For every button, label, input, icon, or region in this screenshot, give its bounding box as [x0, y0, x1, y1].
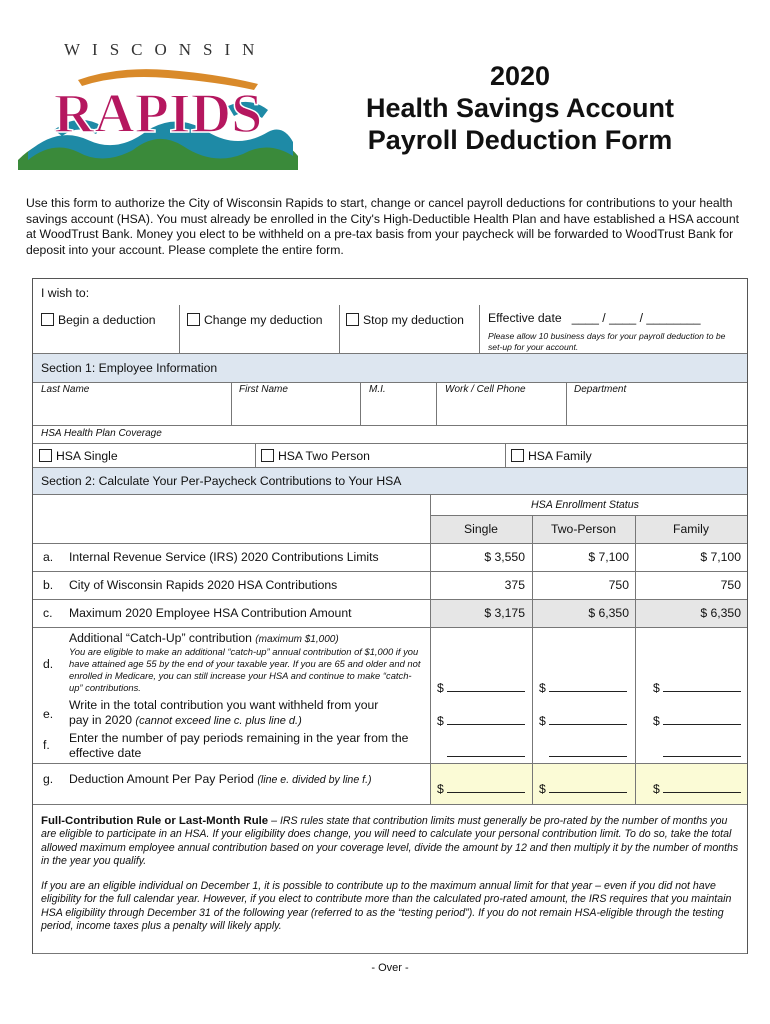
row-d-family-field[interactable]: $ — [653, 680, 741, 695]
col-single: Single — [464, 522, 498, 536]
change-deduction-label: Change my deduction — [204, 313, 323, 327]
full-contribution-rule-para2: If you are an eligible individual on December 1, it is possible to contribute up to the maximum annual limit for that year – even if you did not have eligibility for the full calendar year. However, if you elect to contribute more than the calculated pro-rated amount, the IRS requires that you maintain HSA eligibility through December 31 of the following year (referred to as the “testing period”). If you do not remain HSA-eligible through the testing period, income taxes plus a penalty will likely apply. — [41, 880, 732, 933]
coverage-single-checkbox[interactable] — [39, 449, 52, 462]
row-c-family: $ 6,350 — [700, 606, 741, 620]
logo-wisconsin-text: WISCONSIN — [64, 40, 267, 59]
coverage-family-checkbox[interactable] — [511, 449, 524, 462]
first-name-label: First Name — [239, 384, 288, 395]
last-name-input[interactable] — [35, 397, 229, 423]
row-a-label: Internal Revenue Service (IRS) 2020 Contributions Limits — [69, 550, 379, 564]
wish-label: I wish to: — [41, 286, 90, 300]
row-g-letter: g. — [43, 772, 54, 786]
form-year: 2020 — [489, 61, 551, 91]
stop-deduction-option[interactable] — [346, 313, 464, 327]
form-frame — [32, 278, 748, 974]
row-f-single-field[interactable] — [447, 745, 525, 760]
row-b-single: 375 — [504, 578, 525, 592]
effective-date-field[interactable] — [488, 311, 701, 325]
enrollment-status-label: HSA Enrollment Status — [531, 499, 639, 511]
effective-date-note: Please allow 10 business days for your payroll deduction to be set-up for your account. — [488, 331, 726, 352]
coverage-two-person-label: HSA Two Person — [278, 449, 370, 463]
row-d-title — [69, 631, 339, 645]
row-g-single-field[interactable]: $ — [437, 781, 525, 796]
row-c-label: Maximum 2020 Employee HSA Contribution Amount — [69, 606, 352, 620]
row-d-two-person-field[interactable]: $ — [539, 680, 627, 695]
col-family: Family — [673, 522, 709, 536]
begin-deduction-option[interactable] — [41, 313, 156, 327]
first-name-input[interactable] — [233, 397, 358, 423]
row-g-family-field[interactable]: $ — [653, 781, 741, 796]
row-f-label-line1: Enter the number of pay periods remaining in the year from the — [69, 731, 409, 745]
form-title-line2: Payroll Deduction Form — [367, 125, 673, 155]
row-b-label: City of Wisconsin Rapids 2020 HSA Contributions — [69, 578, 338, 592]
department-label: Department — [574, 384, 627, 395]
page-footer: - Over - — [371, 962, 409, 974]
mi-label: M.I. — [369, 384, 386, 395]
row-e-two-person-field[interactable]: $ — [539, 713, 627, 728]
section2-title: Section 2: Calculate Your Per-Paycheck Contributions to Your HSA — [41, 474, 402, 488]
department-input[interactable] — [568, 397, 745, 423]
coverage-label: HSA Health Plan Coverage — [41, 428, 162, 439]
row-b-letter: b. — [43, 578, 54, 592]
row-b-two-person: 750 — [608, 578, 629, 592]
row-g-title — [69, 772, 372, 786]
row-g-label: Deduction Amount Per Pay Period — [69, 772, 254, 786]
stop-deduction-label: Stop my deduction — [363, 313, 464, 327]
row-a-two-person: $ 7,100 — [588, 550, 629, 564]
row-d-detail: You are eligible to make an additional “catch-up” annual contribution of $1,000 if you have attained age 55 by the end of your taxable year. If you are 65 and older and not enrolled in Medicare, you can still increase your HSA and continue to make “catch-up” contributions. — [69, 646, 421, 693]
intro-paragraph: Use this form to authorize the City of Wisconsin Rapids to start, change or cancel payroll deductions for contributions to your health savings account (HSA). You must already be enrolled in the City's High-Deductible Health Plan and have established a HSA account at WoodTrust Bank. Money you elect to be withheld on a pre-tax basis from your paycheck will be forwarded to WoodTrust Bank for deposit into your account. Please complete the entire form. — [26, 196, 739, 257]
col-two-person: Two-Person — [550, 522, 617, 536]
row-f-two-person-field[interactable] — [549, 745, 627, 760]
rule-heading: Full-Contribution Rule or Last-Month Rule — [41, 815, 269, 827]
coverage-family-label: HSA Family — [528, 449, 592, 463]
last-name-label: Last Name — [41, 384, 90, 395]
city-logo — [18, 40, 298, 168]
begin-deduction-checkbox[interactable] — [41, 313, 54, 326]
rule-para1-text: IRS rules state that contribution limits must generally be pro-rated by the number of months you are eligible to participate in an HSA. If your eligibility does change, you will need to calculate your personal contribution limit. To do so, take the total allowed maximum employee annual contribution based on your coverage level, divide the amount by 12 and then multiply it by the number of months in the year you qualify. — [41, 815, 739, 868]
coverage-single-option[interactable] — [39, 449, 118, 463]
row-d-single-field[interactable]: $ — [437, 680, 525, 695]
effective-date-blank[interactable]: ____ / ____ / ________ — [571, 311, 701, 325]
row-a-family: $ 7,100 — [700, 550, 741, 564]
row-f-letter: f. — [43, 738, 50, 752]
coverage-single-label: HSA Single — [56, 449, 118, 463]
row-b-family: 750 — [720, 578, 741, 592]
phone-label: Work / Cell Phone — [445, 384, 526, 395]
row-d-letter: d. — [43, 657, 54, 671]
row-g-note: (line e. divided by line f.) — [257, 774, 372, 786]
row-e-label-line2 — [69, 713, 302, 727]
row-e-label-text: pay in 2020 — [69, 713, 133, 727]
full-contribution-rule-para1: Full-Contribution Rule or Last-Month Rule – IRS rules state that contribution limits must generally be pro-rated by the number of months you are eligible to participate in an HSA. If your eligibility does change, you will need to calculate your personal contribution limit. To do so, take the total allowed maximum employee annual contribution based on your coverage level, divide the amount by 12 and then multiply it by the number of months in the year you qualify. — [41, 815, 739, 868]
coverage-family-option[interactable] — [511, 449, 592, 463]
rapids-logo-graphic — [18, 60, 298, 170]
row-f-label-line2: effective date — [69, 746, 142, 760]
row-c-two-person: $ 6,350 — [588, 606, 629, 620]
row-c-single: $ 3,175 — [484, 606, 525, 620]
row-e-letter: e. — [43, 707, 54, 721]
row-e-family-field[interactable]: $ — [653, 713, 741, 728]
row-e-single-field[interactable]: $ — [437, 713, 525, 728]
row-d-note: (maximum $1,000) — [255, 634, 339, 645]
form-title — [340, 60, 700, 156]
coverage-two-person-checkbox[interactable] — [261, 449, 274, 462]
logo-rapids-word: RAPIDS — [53, 83, 263, 145]
row-f-family-field[interactable] — [663, 745, 741, 760]
coverage-two-person-option[interactable] — [261, 449, 370, 463]
row-a-letter: a. — [43, 550, 54, 564]
phone-input[interactable] — [438, 397, 564, 423]
form-title-line1: Health Savings Account — [365, 93, 675, 123]
section1-title: Section 1: Employee Information — [41, 361, 218, 375]
row-e-label-line1: Write in the total contribution you want withheld from your — [69, 698, 379, 712]
row-e-note: (cannot exceed line c. plus line d.) — [135, 715, 302, 727]
row-c-letter: c. — [43, 606, 53, 620]
begin-deduction-label: Begin a deduction — [58, 313, 156, 327]
change-deduction-checkbox[interactable] — [187, 313, 200, 326]
effective-date-label: Effective date — [488, 311, 562, 325]
stop-deduction-checkbox[interactable] — [346, 313, 359, 326]
row-d-label: Additional “Catch-Up” contribution — [69, 631, 252, 645]
mi-input[interactable] — [362, 397, 434, 423]
change-deduction-option[interactable] — [187, 313, 323, 327]
row-g-two-person-field[interactable]: $ — [539, 781, 627, 796]
row-a-single: $ 3,550 — [484, 550, 525, 564]
